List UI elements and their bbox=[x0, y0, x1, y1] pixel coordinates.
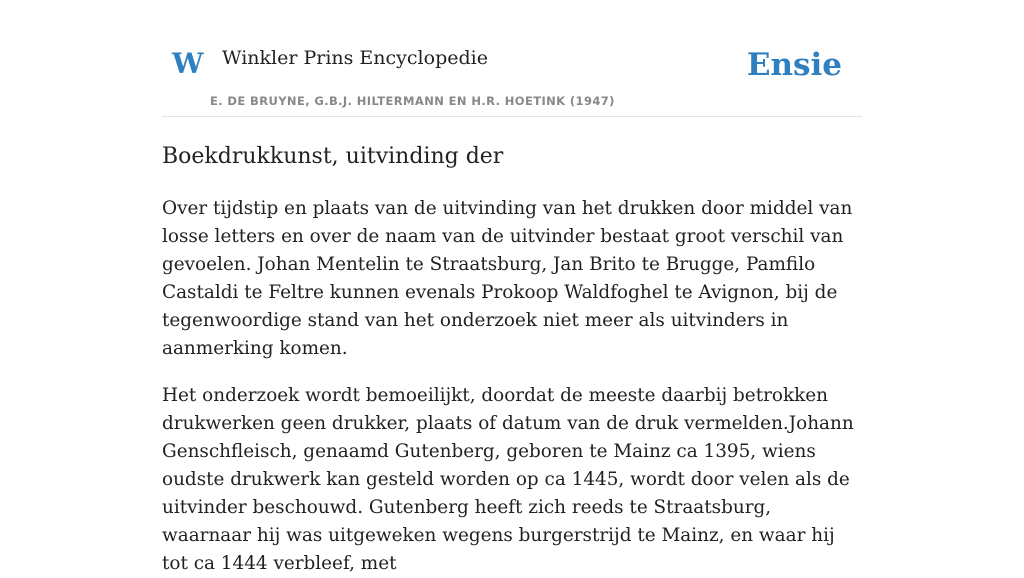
article-title: Boekdrukkunst, uitvinding der bbox=[162, 144, 504, 169]
article-page bbox=[162, 0, 862, 578]
source-logo-icon[interactable]: W bbox=[172, 47, 204, 80]
article-body bbox=[162, 195, 862, 578]
source-authors: E. DE BRUYNE, G.B.J. HILTERMANN EN H.R. HOETINK (1947) bbox=[210, 94, 615, 108]
source-title[interactable]: Winkler Prins Encyclopedie bbox=[222, 47, 488, 69]
article-paragraph-1: Over tijdstip en plaats van de uitvinding van het drukken door middel van losse letters en over de naam van de uitvinder bestaat groot verschil van gevoelen. Johan Mentelin te Straatsburg, Jan Brito te Brugge, Pamfilo Castaldi te Feltre kunnen evenals Prokoop Waldfoghel te Avignon, bij de tegenwoordige stand van het onderzoek niet meer als uitvinders in aanmerking komen. bbox=[162, 198, 853, 359]
source-header bbox=[162, 0, 862, 117]
article-paragraph-2: Het onderzoek wordt bemoeilijkt, doordat de meeste daarbij betrokken drukwerken geen drukker, plaats of datum van de druk vermelden.Johann Genschfleisch, genaamd Gutenberg, geboren te Mainz ca 1395, wiens oudste drukwerk kan gesteld worden op ca 1445, wordt door velen als de uitvinder beschouwd. Gutenberg heeft zich reeds te Straatsburg, waarnaar hij was uitgeweken wegens burgerstrijd te Mainz, en waar hij tot ca 1444 verbleef, met bbox=[162, 385, 854, 574]
brand-logo[interactable]: Ensie bbox=[746, 47, 842, 83]
